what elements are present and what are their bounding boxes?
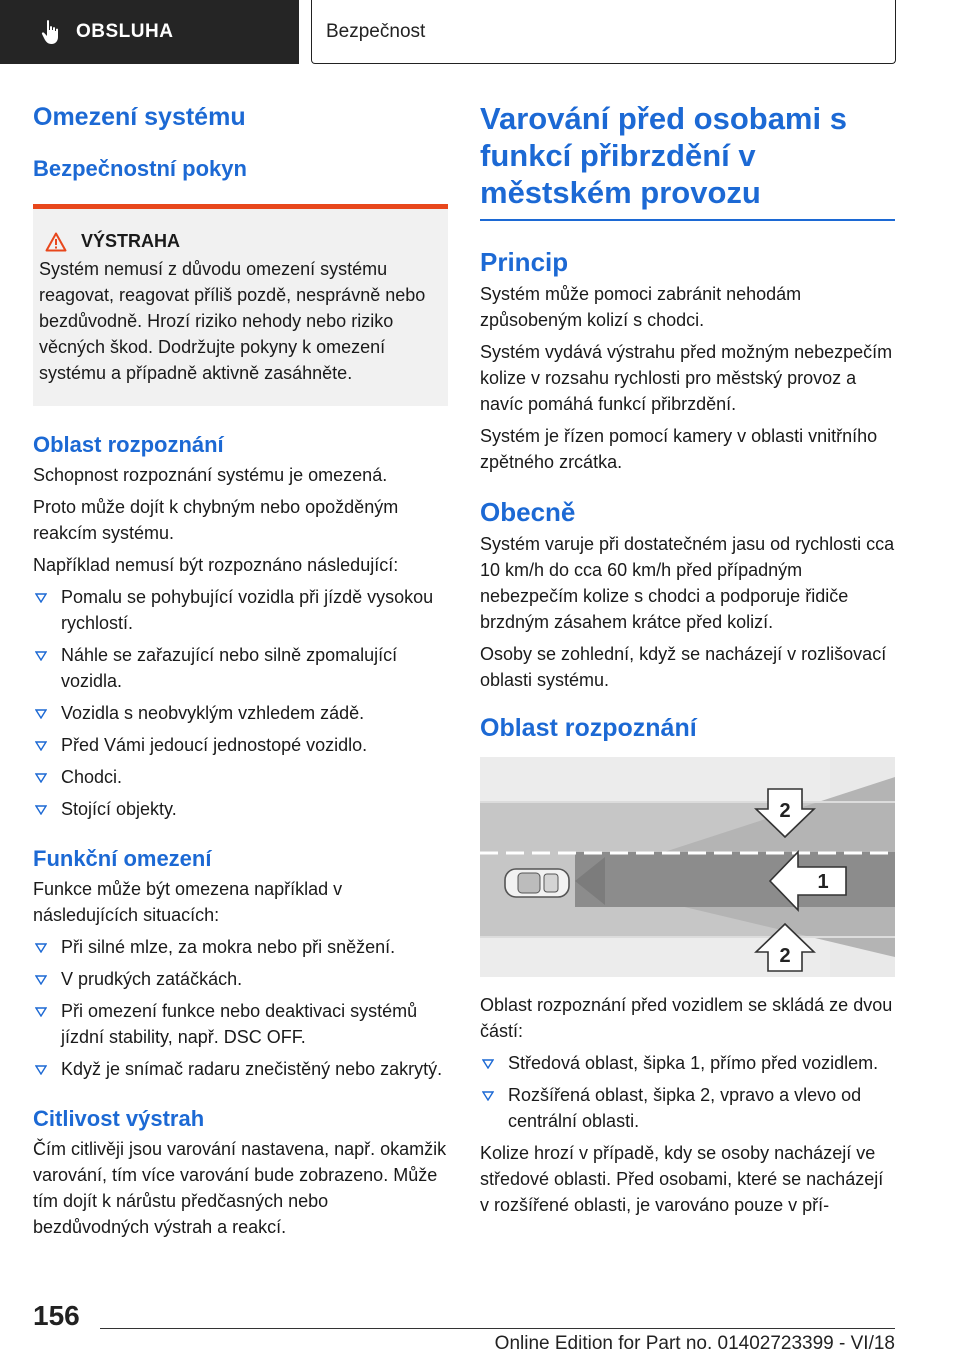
section-label: OBSLUHA <box>76 21 174 42</box>
bullet-list <box>33 584 448 822</box>
bullet-list <box>480 1050 895 1134</box>
paragraph: Systém varuje při dostatečném jasu od rychlosti cca 10 km/h do cca 60 km/h před případným nebezpečím kolize s chodci a podporuje řidiče brzdným zásahem krátce před kolizí. <box>480 533 895 632</box>
list-item <box>480 1050 895 1076</box>
hand-pointer-icon <box>40 19 62 45</box>
list-item-text: Rozšířená oblast, šipka 2, vpravo a vlevo od centrální oblasti. <box>508 1084 862 1131</box>
section-tab[interactable] <box>0 0 299 64</box>
list-item-text: Když je snímač radaru znečistěný nebo zakrytý. <box>61 1059 443 1079</box>
general-heading: Obecně <box>480 496 576 527</box>
bullet-triangle-icon <box>35 593 47 603</box>
warning-title <box>39 231 440 252</box>
list-item <box>33 934 448 960</box>
left-column <box>33 100 448 1240</box>
list-item-text: Při silné mlze, za mokra nebo při sněžení. <box>61 937 396 957</box>
bullet-triangle-icon <box>35 975 47 985</box>
arrow-label: 2 <box>779 944 791 967</box>
footer-rule <box>100 1328 895 1329</box>
list-item <box>33 584 448 636</box>
list-item <box>33 1056 448 1082</box>
list-item-text: Pomalu se pohybující vozidla při jízdě vysokou rychlostí. <box>61 587 434 633</box>
detection-area-diagram <box>480 757 895 977</box>
bullet-triangle-icon <box>35 709 47 719</box>
list-item-text: Chodci. <box>61 767 123 787</box>
bullet-list <box>33 934 448 1082</box>
warning-box <box>33 204 448 406</box>
list-item <box>33 966 448 992</box>
paragraph: Například nemusí být rozpoznáno následující: <box>33 555 399 575</box>
sensitivity-heading: Citlivost výstrah <box>33 1106 205 1131</box>
paragraph: Čím citlivěji jsou varování nastavena, např. okamžik varování, tím více varování bude zobrazeno. Může tím dojít k nárůstu předčasných nebo bezdůvodných výstrah a reakcí. <box>33 1139 447 1237</box>
paragraph: Systém může pomoci zabránit nehodám způsobeným kolizí s chodci. <box>480 283 802 330</box>
paragraph: Funkce může být omezena například v následujících situacích: <box>33 879 343 925</box>
chapter-label: Bezpečnost <box>326 20 426 42</box>
list-item <box>33 700 448 726</box>
footer-edition: Online Edition for Part no. 01402723399 - VI/18 <box>494 1333 895 1354</box>
paragraph: Proto může dojít k chybným nebo opožděným reakcím systému. <box>33 497 399 543</box>
chapter-tab[interactable] <box>311 0 896 64</box>
title-rule <box>480 219 895 221</box>
list-item-text: Náhle se zařazující nebo silně zpomalující vozidla. <box>61 645 398 691</box>
bullet-triangle-icon <box>35 1007 47 1017</box>
detection-heading: Oblast rozpoznání <box>33 432 224 457</box>
list-item-text: Při omezení funkce nebo deaktivaci systémů jízdní stability, např. DSC OFF. <box>61 1001 418 1047</box>
chapter-title: Varování před osobami s funkcí přibrzdění v městském provozu <box>480 101 847 210</box>
right-column <box>480 100 895 1218</box>
bullet-triangle-icon <box>35 943 47 953</box>
bullet-triangle-icon <box>482 1059 494 1069</box>
paragraph: Schopnost rozpoznání systému je omezená. <box>33 465 388 485</box>
warning-triangle-icon <box>45 232 67 252</box>
list-item-text: V prudkých zatáčkách. <box>61 969 243 989</box>
warning-title-text: VÝSTRAHA <box>81 231 181 251</box>
page-header <box>0 0 960 66</box>
arrow-label: 1 <box>817 870 829 893</box>
detection-heading: Oblast rozpoznání <box>480 713 697 742</box>
bullet-triangle-icon <box>35 651 47 661</box>
list-item <box>33 796 448 822</box>
bullet-triangle-icon <box>35 1065 47 1075</box>
list-item <box>33 642 448 694</box>
car-icon <box>505 869 569 897</box>
paragraph: Osoby se zohlední, když se nacházejí v rozlišovací oblasti systému. <box>480 643 887 690</box>
arrow-label: 2 <box>779 799 791 822</box>
safety-heading: Bezpečnostní pokyn <box>33 156 247 181</box>
warning-text: Systém nemusí z důvodu omezení systému reagovat, reagovat příliš pozdě, nesprávně nebo bezdůvodně. Hrozí riziko nehody nebo riziko věcných škod. Dodržujte pokyny k omezení systému a případně aktivně zasáhněte. <box>39 259 426 383</box>
paragraph: Oblast rozpoznání před vozidlem se skládá ze dvou částí: <box>480 994 893 1041</box>
list-item-text: Před Vámi jedoucí jednostopé vozidlo. <box>61 735 368 755</box>
page-number: 156 <box>33 1300 80 1331</box>
list-item <box>33 998 448 1050</box>
bullet-triangle-icon <box>35 773 47 783</box>
bullet-triangle-icon <box>35 805 47 815</box>
bullet-triangle-icon <box>35 741 47 751</box>
function-heading: Funkční omezení <box>33 846 212 871</box>
list-item-text: Středová oblast, šipka 1, přímo před vozidlem. <box>508 1052 879 1073</box>
bullet-triangle-icon <box>482 1091 494 1101</box>
section-title: Omezení systému <box>33 103 246 131</box>
list-item-text: Vozidla s neobvyklým vzhledem zádě. <box>61 703 365 723</box>
paragraph: Systém vydává výstrahu před možným nebezpečím kolize v rozsahu rychlosti pro městský provoz a navíc pomáhá funkcí přibrzdění. <box>480 341 893 414</box>
paragraph: Kolize hrozí v případě, kdy se osoby nacházejí ve středové oblasti. Před osobami, které se nacházejí v rozšířené oblasti, je varováno pouze v pří- <box>480 1142 884 1215</box>
principle-heading: Princip <box>480 246 569 277</box>
list-item <box>33 732 448 758</box>
list-item-text: Stojící objekty. <box>61 799 177 819</box>
paragraph: Systém je řízen pomocí kamery v oblasti vnitřního zpětného zrcátka. <box>480 425 878 472</box>
list-item <box>480 1082 895 1134</box>
list-item <box>33 764 448 790</box>
